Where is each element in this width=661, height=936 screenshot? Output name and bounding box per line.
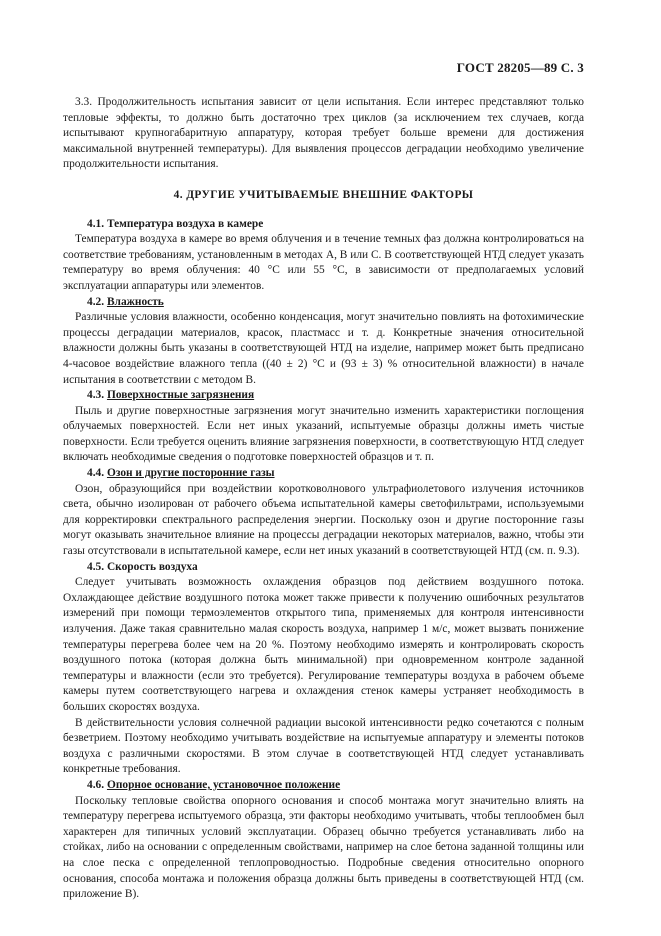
subsection-number: 4.4. [87, 467, 105, 480]
subsection-number: 4.1. [87, 217, 105, 230]
subsection-number: 4.2. [87, 295, 105, 308]
subsection-heading-4-6 [63, 778, 584, 794]
subsection-number: 4.3. [87, 389, 105, 402]
subsection-heading-4-4 [63, 466, 584, 482]
subsection-paragraph: Следует учитывать возможность охлаждения образцов под действием воздушного потока. Охлаждающее действие воздушного потока может также привести к получению ошибочных результатов измерений при помощи термоэлементов открытого типа, применяемых для контроля интенсивности излучения. Даже такая сравнительно малая скорость воздуха, например 1 м/с, может вызвать понижение температуры перегрева более чем на 20 %. Поэтому необходимо измерять и контролировать скорость воздушного потока (которая должна быть минимальной) при одновременном контроле заданной температуры и влажности (если это требуется). Регулирование температуры воздуха в рабочем объеме камеры путем соответствующего нагрева и охлаждения стенок камеры устраняет необходимость в больших скоростях воздуха. [63, 576, 584, 713]
subsection-paragraph: Поскольку тепловые свойства опорного основания и способ монтажа могут значительно влиять на температуру перегрева испытуемого образца, эти факторы необходимо учитывать, чтобы теплообмен был характерен для типичных условий эксплуатации. Образец обычно требуется устанавливать либо на стойках, либо на основании с определенным свойствами, например на слое бетона заданной толщины или на слое песка с определенной теплопроводностью. Подробные сведения относительно опорного основания, способа монтажа и положения образца должны быть приведены в соответствующей НТД (см. приложение В). [63, 794, 584, 901]
subsection-title: Скорость воздуха [106, 560, 198, 573]
subsection-number: 4.5. [87, 560, 105, 573]
section-number: 4. [173, 188, 183, 201]
subsection-heading-4-3 [63, 388, 584, 404]
subsection-heading-4-5 [63, 560, 584, 576]
section-title: ДРУГИЕ УЧИТЫВАЕМЫЕ ВНЕШНИЕ ФАКТОРЫ [186, 188, 474, 201]
subsection-title: Опорное основание, установочное положение [106, 778, 341, 791]
section-heading [63, 188, 584, 204]
subsection-title: Температура воздуха в камере [106, 217, 264, 230]
subsection-paragraph: Различные условия влажности, особенно конденсация, могут значительно повлиять на фотохимические процессы деградации материалов, красок, пластмасс и т. д. Конкретные значения относительной влажности должны быть указаны в соответствующей НТД на изделие, например может быть предписано 4-часовое воздействие влажного тепла ((40 ± 2) °С и (93 ± 3) % относительной влажности) в начале испытания в соответствии с методом В. [63, 311, 584, 386]
document-body [63, 95, 584, 903]
subsection-heading-4-2 [63, 295, 584, 311]
subsection-paragraph: Температура воздуха в камере во время облучения и в течение темных фаз должна контролироваться на соответствие требованиям, установленным в методах А, В или С. В соответствующей НТД следует указать температуру во время облучения: 40 °С или 55 °С, в зависимости от предполагаемых условий эксплуатации аппаратуры или элементов. [63, 233, 584, 292]
subsection-heading-4-1 [63, 217, 584, 233]
subsection-paragraph: Пыль и другие поверхностные загрязнения могут значительно изменить характеристики поглощения облучаемых поверхностей. Если нет иных указаний, испытуемые образцы должны иметь чистые поверхности. Если требуется оценить влияние загрязнения поверхности, в соответствующую НТД следует включать необходимые сведения о подготовке поверхностей образцов и т. п. [63, 404, 584, 464]
subsection-title: Озон и другие посторонние газы [106, 467, 275, 480]
subsection-number: 4.6. [87, 778, 105, 791]
subsection-paragraph: Озон, образующийся при воздействии коротковолнового ультрафиолетового излучения источников света, обычно изолирован от рабочего объема испытательной камеры светофильтрами, используемыми для корректировки спектрального распределения энергии. Поскольку озон и другие посторонние газы могут оказывать значительное влияние на процессы деградации некоторых материалов, важно, чтобы эти газы отсутствовали в испытательной камере, если нет иных указаний в соответствующей НТД (см. п. 9.3). [63, 482, 584, 558]
subsection-title: Влажность [106, 295, 164, 308]
running-header: ГОСТ 28205—89 С. 3 [456, 60, 584, 75]
intro-paragraph: 3.3. Продолжительность испытания зависит от цели испытания. Если интерес представляют только тепловые эффекты, то должно быть достаточно трех циклов (за исключением тех случаев, когда испытывают крупногабаритную аппаратуру, которая требует больше времени для достижения максимальной внутренней температуры). Для выявления процессов деградации необходимо увеличение продолжительности испытания. [63, 96, 584, 171]
subsection-title: Поверхностные загрязнения [106, 389, 255, 402]
subsection-paragraph: В действительности условия солнечной радиации высокой интенсивности редко сочетаются с полным безветрием. Поэтому необходимо учитывать воздействие на испытуемые аппаратуру и элементы потоков воздуха с различными скоростями. В этом случае в соответствующей НТД следует устанавливать конкретные требования. [63, 716, 584, 776]
